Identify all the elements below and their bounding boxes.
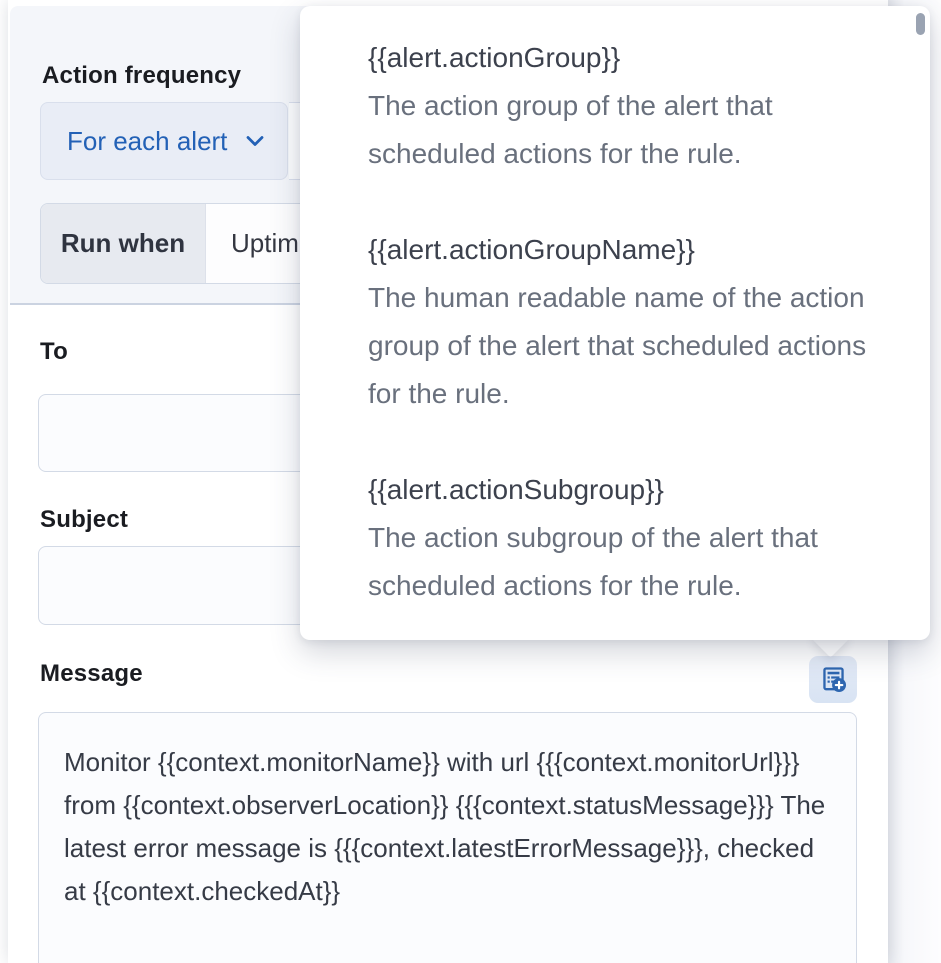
chevron-down-icon — [241, 127, 269, 155]
notify-when-selected-value: For each alert — [67, 125, 228, 156]
variable-description: The human readable name of the action group of the alert that scheduled actions for the rule. — [368, 282, 867, 409]
variable-name: {{alert.actionSubgroup}} — [368, 474, 664, 505]
variables-popover — [300, 6, 930, 640]
variable-option-actionGroupName[interactable] — [368, 226, 890, 418]
popover-scrollbar-thumb[interactable] — [916, 13, 925, 35]
variables-popover-body — [300, 6, 930, 640]
add-variable-icon — [818, 664, 849, 695]
notify-when-select[interactable] — [40, 102, 288, 180]
action-frequency-label: Action frequency — [42, 62, 242, 89]
variable-name: {{alert.actionGroupName}} — [368, 234, 695, 265]
run-when-label: Run when — [41, 204, 206, 283]
variable-option-actionSubgroup[interactable] — [368, 466, 890, 610]
variable-description: The action group of the alert that scheduled actions for the rule. — [368, 90, 773, 169]
message-textarea[interactable] — [38, 712, 857, 963]
message-label: Message — [40, 660, 143, 687]
to-label: To — [40, 338, 68, 365]
subject-label: Subject — [40, 506, 129, 533]
run-when-value: Uptim — [206, 204, 325, 283]
add-variable-button[interactable] — [809, 656, 857, 703]
variable-option-actionGroup[interactable] — [368, 34, 890, 178]
variable-description: The action subgroup of the alert that scheduled actions for the rule. — [368, 522, 818, 601]
variable-name: {{alert.actionGroup}} — [368, 42, 621, 73]
run-when-control[interactable] — [40, 203, 326, 284]
